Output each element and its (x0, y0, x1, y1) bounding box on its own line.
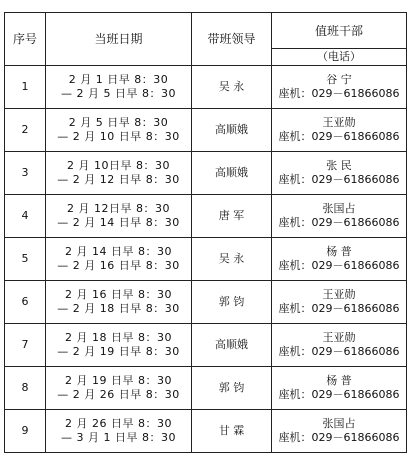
cell-date (46, 281, 192, 324)
cadre-name: 王亚勋 (322, 116, 356, 129)
cadre-name: 谷 宁 (326, 73, 352, 86)
date-start: 2 月 10日早 8：30 (67, 159, 170, 172)
cell-leader: 吴 永 (192, 66, 272, 109)
cadre-phone: 座机：029－61866086 (278, 173, 400, 186)
cell-cadre (272, 281, 407, 324)
date-end: — 2 月 5 日早 8：30 (61, 87, 176, 100)
table-row (5, 410, 407, 453)
cell-no: 6 (5, 281, 46, 324)
cadre-name: 张国占 (322, 417, 356, 430)
cadre-name: 杨 普 (326, 374, 352, 387)
cadre-name: 王亚勋 (322, 288, 356, 301)
cell-date (46, 66, 192, 109)
table-row (5, 324, 407, 367)
table-row (5, 281, 407, 324)
cell-date (46, 109, 192, 152)
date-start: 2 月 14 日早 8：30 (65, 245, 172, 258)
cell-no: 9 (5, 410, 46, 453)
cell-cadre (272, 410, 407, 453)
date-start: 2 月 18 日早 8：30 (65, 331, 172, 344)
cadre-phone: 座机：029－61866086 (278, 130, 400, 143)
date-start: 2 月 16 日早 8：30 (65, 288, 172, 301)
date-start: 2 月 26 日早 8：30 (65, 417, 172, 430)
cadre-phone: 座机：029－61866086 (278, 216, 400, 229)
duty-schedule-table (4, 12, 407, 453)
cell-leader: 郭 钧 (192, 367, 272, 410)
cell-leader: 吴 永 (192, 238, 272, 281)
cell-cadre (272, 324, 407, 367)
cell-no: 8 (5, 367, 46, 410)
cell-date (46, 195, 192, 238)
cell-no: 4 (5, 195, 46, 238)
cell-date (46, 410, 192, 453)
cell-cadre (272, 367, 407, 410)
cell-no: 1 (5, 66, 46, 109)
cell-leader: 高顺娥 (192, 109, 272, 152)
cadre-phone: 座机：029－61866086 (278, 259, 400, 272)
cadre-name: 王亚勋 (322, 331, 356, 344)
date-start: 2 月 12日早 8：30 (67, 202, 170, 215)
cell-leader: 甘 霖 (192, 410, 272, 453)
header-date: 当班日期 (46, 13, 192, 66)
date-end: — 3 月 1 日早 8：30 (61, 431, 176, 444)
cell-cadre (272, 195, 407, 238)
cell-cadre (272, 109, 407, 152)
cell-leader: 高顺娥 (192, 152, 272, 195)
date-end: — 2 月 18 日早 8：30 (57, 302, 180, 315)
cell-no: 2 (5, 109, 46, 152)
header-no: 序号 (5, 13, 46, 66)
cell-leader: 唐 军 (192, 195, 272, 238)
cadre-phone: 座机：029－61866086 (278, 431, 400, 444)
table-row (5, 152, 407, 195)
cadre-phone: 座机：029－61866086 (278, 302, 400, 315)
cell-date (46, 367, 192, 410)
date-start: 2 月 19 日早 8：30 (65, 374, 172, 387)
date-end: — 2 月 19 日早 8：30 (57, 345, 180, 358)
date-end: — 2 月 16 日早 8：30 (57, 259, 180, 272)
cell-no: 7 (5, 324, 46, 367)
date-start: 2 月 5 日早 8：30 (68, 116, 169, 129)
date-end: — 2 月 14 日早 8：30 (57, 216, 180, 229)
cell-leader: 高顺娥 (192, 324, 272, 367)
cell-cadre (272, 66, 407, 109)
header-cadre: 值班干部 (272, 13, 407, 49)
cadre-phone: 座机：029－61866086 (278, 345, 400, 358)
date-end: — 2 月 10 日早 8：30 (57, 130, 180, 143)
table-row (5, 195, 407, 238)
cadre-name: 张国占 (322, 202, 356, 215)
date-start: 2 月 1 日早 8：30 (68, 73, 169, 86)
cell-cadre (272, 238, 407, 281)
table-row (5, 238, 407, 281)
cadre-phone: 座机：029－61866086 (278, 388, 400, 401)
cell-date (46, 238, 192, 281)
header-leader: 带班领导 (192, 13, 272, 66)
table-row (5, 367, 407, 410)
cadre-phone: 座机：029－61866086 (278, 87, 400, 100)
cell-leader: 郭 钧 (192, 281, 272, 324)
cadre-name: 杨 普 (326, 245, 352, 258)
cell-cadre (272, 152, 407, 195)
date-end: — 2 月 26 日早 8：30 (57, 388, 180, 401)
cadre-name: 张 民 (326, 159, 352, 172)
header-phone: （电话） (272, 49, 407, 66)
table-row (5, 109, 407, 152)
date-end: — 2 月 12 日早 8：30 (57, 173, 180, 186)
cell-date (46, 152, 192, 195)
table-row (5, 66, 407, 109)
cell-date (46, 324, 192, 367)
cell-no: 3 (5, 152, 46, 195)
cell-no: 5 (5, 238, 46, 281)
